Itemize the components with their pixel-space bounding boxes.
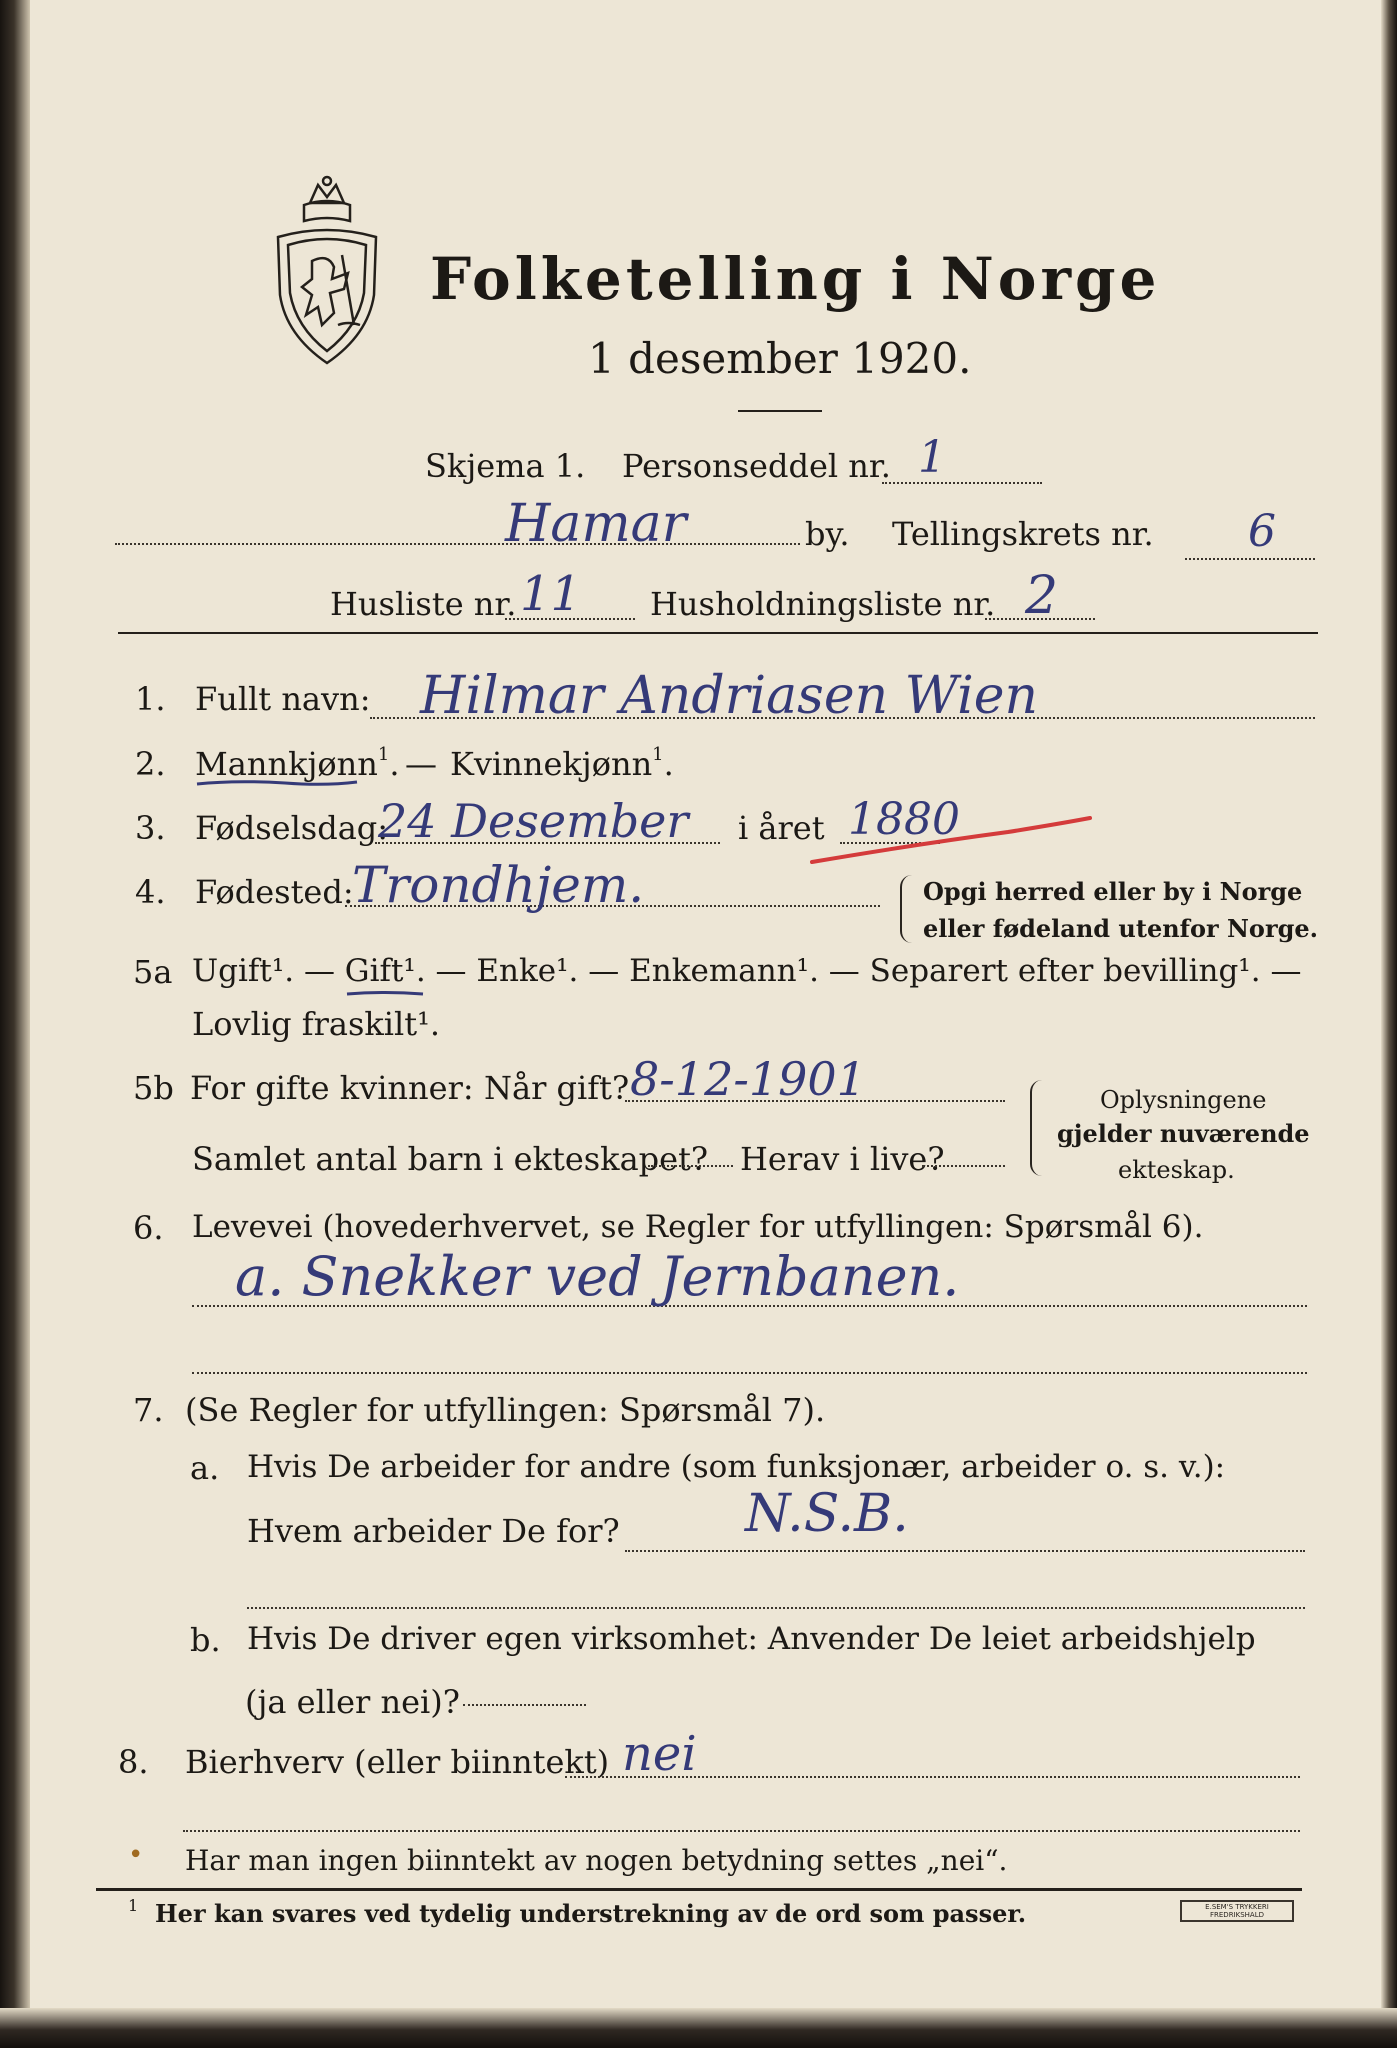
q7b-line2: (ja eller nei)? <box>245 1683 460 1721</box>
q5a-number: 5a <box>133 953 173 991</box>
husholdning-label: Husholdningsliste nr. <box>650 585 996 623</box>
q3-label: Fødselsdag: <box>195 809 389 847</box>
q7a-line-extra <box>247 1607 1305 1609</box>
employer-value[interactable]: N.S.B. <box>745 1484 909 1544</box>
q7-number: 7. <box>133 1391 164 1429</box>
town-value[interactable]: Hamar <box>505 494 687 554</box>
q7a-line1: Hvis De arbeider for andre (som funksjonær, arbeider o. s. v.): <box>247 1449 1226 1485</box>
male-option[interactable]: Mannkjønn$^1$. <box>195 744 400 783</box>
footnote-mark: 1 <box>128 1896 139 1915</box>
q4-note-brace <box>900 875 912 943</box>
q7-label: (Se Regler for utfyllingen: Spørsmål 7). <box>185 1391 826 1429</box>
occupation-value[interactable]: a. Snekker ved Jernbanen. <box>235 1245 960 1308</box>
full-name-value[interactable]: Hilmar Andriasen Wien <box>420 666 1039 726</box>
q6-label: Levevei (hovederhvervet, se Regler for utfyllingen: Spørsmål 6). <box>192 1209 1204 1245</box>
q7a-line <box>625 1550 1305 1552</box>
q5b-note-line2: gjelder nuværende <box>1057 1119 1310 1148</box>
red-pencil-mark <box>808 808 1093 868</box>
scan-edge-left <box>0 0 30 2048</box>
husliste-value[interactable]: 11 <box>520 566 582 622</box>
q5b-children-line <box>648 1165 733 1167</box>
q7b-letter: b. <box>190 1621 221 1659</box>
husholdning-value[interactable]: 2 <box>1025 566 1059 626</box>
printer-stamp <box>1180 1900 1294 1922</box>
q8-number: 8. <box>118 1743 149 1781</box>
q7b-line <box>463 1704 586 1706</box>
q1-label: Fullt navn: <box>195 680 371 718</box>
q5b-note-line1: Oplysningene <box>1100 1086 1267 1114</box>
personseddel-value[interactable]: 1 <box>918 432 946 483</box>
birthplace-value[interactable]: Trondhjem. <box>352 856 645 914</box>
printer-stamp-line2: FREDRIKSHALD <box>1209 1911 1264 1919</box>
personseddel-label: Personseddel nr. <box>622 447 891 485</box>
birthday-value[interactable]: 24 Desember <box>378 794 689 848</box>
tellingskrets-value[interactable]: 6 <box>1248 506 1276 557</box>
divorced-option[interactable]: Lovlig fraskilt¹. <box>192 1005 441 1043</box>
q5b-label: For gifte kvinner: <box>190 1069 474 1107</box>
tellingskrets-label: Tellingskrets nr. <box>892 515 1154 553</box>
census-date: 1 desember 1920. <box>588 334 972 383</box>
q7b-line1: Hvis De driver egen virksomhet: Anvender De leiet arbeidshjelp <box>247 1621 1256 1657</box>
town-line <box>115 543 800 545</box>
q2-number: 2. <box>135 745 166 783</box>
marital-status-options[interactable]: Ugift¹. — Gift¹. — Enke¹. — Enkemann¹. — Separert efter bevilling¹. — <box>192 953 1302 989</box>
gift-underline <box>345 988 425 1000</box>
norway-coat-of-arms-icon <box>268 175 386 370</box>
q7a-line2: Hvem arbeider De for? <box>247 1512 620 1550</box>
scan-edge-right <box>1381 0 1397 2048</box>
footnote-nei: Har man ingen biinntekt av nogen betydning settes „nei“. <box>185 1844 1008 1877</box>
birth-year-value[interactable]: 1880 <box>848 794 960 845</box>
q5b-when-label: Når gift? <box>484 1069 630 1107</box>
q4-note-line2: eller fødeland utenfor Norge. <box>923 914 1318 943</box>
q6-line2 <box>192 1372 1307 1374</box>
q4-note-line1: Opgi herred eller by i Norge <box>923 877 1303 906</box>
q3-number: 3. <box>135 809 166 847</box>
q4-number: 4. <box>135 873 166 911</box>
by-label: by. <box>805 515 850 553</box>
q8-label: Bierhverv (eller biinntekt) <box>185 1743 610 1781</box>
q6-number: 6. <box>133 1209 164 1247</box>
female-option[interactable]: Kvinnekjønn$^1$. <box>450 744 674 783</box>
q1-number: 1. <box>135 680 166 718</box>
q5b-number: 5b <box>133 1069 174 1107</box>
q5b-alive-label: Herav i live? <box>740 1140 945 1178</box>
male-underline <box>195 778 360 792</box>
footnote-bullet: • <box>128 1840 144 1870</box>
footnote-divider <box>96 1888 1302 1891</box>
q4-label: Fødested: <box>195 873 354 911</box>
q5b-alive-line <box>922 1165 1005 1167</box>
q3-year-label: i året <box>738 809 825 847</box>
footnote-underline-instruction: Her kan svares ved tydelig understrekning av de ord som passer. <box>155 1899 1027 1928</box>
q5b-note-line3: ekteskap. <box>1118 1156 1235 1184</box>
q5b-children-label: Samlet antal barn i ekteskapet? <box>192 1140 709 1178</box>
skjema-label: Skjema 1. <box>425 447 586 485</box>
husliste-label: Husliste nr. <box>330 585 517 623</box>
form-title: Folketelling i Norge <box>430 245 1161 313</box>
q8-line-extra <box>183 1830 1300 1832</box>
q7a-letter: a. <box>190 1449 220 1487</box>
scan-edge-bottom <box>0 2008 1397 2048</box>
personseddel-line <box>882 482 1042 484</box>
side-income-value[interactable]: nei <box>622 1726 697 1782</box>
title-divider <box>738 410 822 412</box>
header-divider <box>118 632 1318 634</box>
tellingskrets-line <box>1185 558 1315 560</box>
printer-stamp-line1: E.SEM'S TRYKKERI <box>1205 1903 1269 1911</box>
q5b-note-brace <box>1030 1080 1042 1176</box>
marriage-date-value[interactable]: 8-12-1901 <box>630 1052 866 1106</box>
q2-separator: — <box>405 745 437 783</box>
